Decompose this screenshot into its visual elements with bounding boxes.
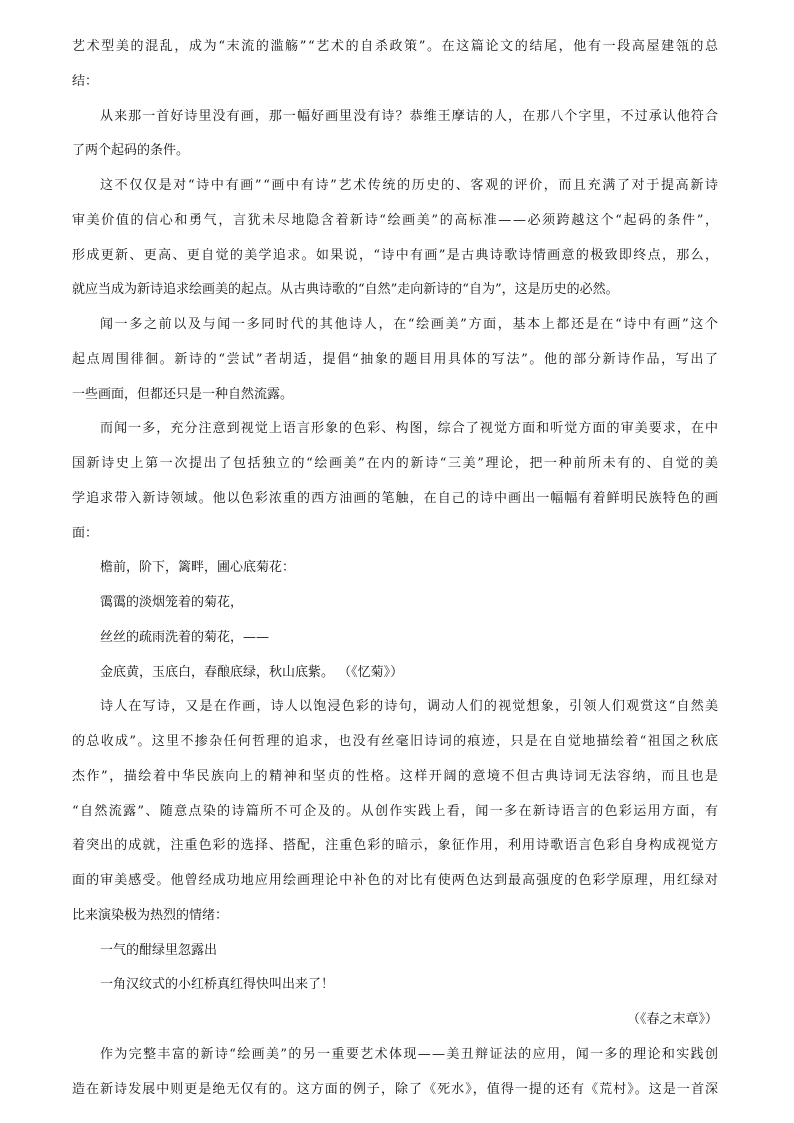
text-line bbox=[0, 975, 794, 995]
text-line-content: 这不仅仅是对“诗中有画”“画中有诗”艺术传统的历史的、客观的评价，而且充满了对于提高新诗 bbox=[100, 178, 720, 193]
text-line bbox=[0, 802, 794, 822]
text-line bbox=[0, 871, 794, 891]
text-line bbox=[0, 385, 794, 405]
text-line-content: 作为完整丰富的新诗“绘画美”的另一重要艺术体现——美丑辩证法的应用，闻一多的理论和实践创 bbox=[100, 1047, 720, 1062]
text-line bbox=[0, 280, 794, 300]
text-line bbox=[0, 350, 794, 370]
text-line bbox=[0, 176, 794, 196]
text-line-content: “自然流露”、随意点染的诗篇所不可企及的。从创作实践上看，闻一多在新诗语言的色彩运用方面，有 bbox=[72, 804, 720, 819]
text-line bbox=[0, 732, 794, 752]
text-line-content: 结： bbox=[72, 74, 99, 89]
text-line bbox=[0, 524, 794, 544]
text-line-content: 形成更新、更高、更自觉的美学追求。如果说，“诗中有画”是古典诗歌诗情画意的极致即终点，那么， bbox=[72, 248, 720, 263]
text-line-content: 闻一多之前以及与闻一多同时代的其他诗人，在“绘画美”方面，基本上都还是在“诗中有画”这个 bbox=[100, 317, 720, 332]
text-line-content: 而闻一多，充分注意到视觉上语言形象的色彩、构图，综合了视觉方面和听觉方面的审美要求，在中 bbox=[100, 421, 720, 436]
text-line-content: 就应当成为新诗追求绘画美的起点。从古典诗歌的“自然”走向新诗的“自为”，这是历史的必然。 bbox=[72, 282, 619, 297]
text-line-content: 杰作”，描绘着中华民族向上的精神和坚贞的性格。这样开阔的意境不但古典诗词无法容纳，而且也是 bbox=[72, 769, 720, 784]
text-line-content: 比来演染极为热烈的情绪： bbox=[72, 908, 229, 923]
text-line bbox=[0, 72, 794, 92]
text-line-content: 霭霭的淡烟笼着的菊花， bbox=[100, 595, 244, 610]
text-line-content: 了两个起码的条件。 bbox=[72, 143, 190, 158]
text-line-content: 面： bbox=[72, 526, 99, 541]
text-line-content: 面的审美感受。他曾经成功地应用绘画理论中补色的对比有使两色达到最高强度的色彩学原理，用红绿对 bbox=[72, 873, 720, 888]
text-line bbox=[0, 37, 794, 57]
text-line bbox=[0, 141, 794, 161]
text-line bbox=[0, 593, 794, 613]
text-line bbox=[0, 454, 794, 474]
text-line bbox=[0, 767, 794, 787]
text-line bbox=[0, 1045, 794, 1065]
text-line-content: 从来那一首好诗里没有画，那一幅好画里没有诗？恭维王摩诘的人，在那八个字里，不过承认他符合 bbox=[100, 109, 720, 124]
text-line bbox=[0, 211, 794, 231]
text-line-content: 的总收成”。这里不掺杂任何哲理的追求，也没有丝毫旧诗词的痕迹，只是在自觉地描绘着“祖国之秋底 bbox=[72, 734, 720, 749]
text-line-content: （《春之末章》） bbox=[626, 1012, 718, 1027]
text-line bbox=[0, 419, 794, 439]
text-line-content: 一些画面，但都还只是一种自然流露。 bbox=[72, 387, 294, 402]
text-line bbox=[0, 836, 794, 856]
text-line bbox=[0, 1010, 794, 1030]
text-line bbox=[0, 558, 794, 578]
text-line bbox=[0, 663, 794, 683]
text-line-content: 金底黄，玉底白，春酿底绿，秋山底紫。 （《忆菊》） bbox=[100, 665, 404, 680]
text-line-content: 审美价值的信心和勇气，言犹未尽地隐含着新诗“绘画美”的高标准——必须跨越这个“起码的条件”， bbox=[72, 213, 720, 228]
text-line bbox=[0, 315, 794, 335]
text-line bbox=[0, 107, 794, 127]
text-line-content: 造在新诗发展中则更是绝无仅有的。这方面的例子，除了《死水》，值得一提的还有《荒村》。这是一首深 bbox=[72, 1082, 720, 1097]
text-line-content: 起点周围徘徊。新诗的“尝试”者胡适，提倡“抽象的题目用具体的写法”。他的部分新诗作品，写出了 bbox=[72, 352, 720, 367]
text-line bbox=[0, 246, 794, 266]
text-line-content: 诗人在写诗，又是在作画，诗人以饱浸色彩的诗句，调动人们的视觉想象，引领人们观赏这“自然美 bbox=[100, 699, 720, 714]
text-line-content: 国新诗史上第一次提出了包括独立的“绘画美”在内的新诗“三美”理论，把一种前所未有的、自觉的美 bbox=[72, 456, 720, 471]
text-line-content: 一气的酣绿里忽露出 bbox=[100, 943, 218, 958]
text-line bbox=[0, 1080, 794, 1100]
text-line-content: 着突出的成就，注重色彩的选择、搭配，注重色彩的暗示，象征作用，利用诗歌语言色彩自身构成视觉方 bbox=[72, 838, 720, 853]
text-line bbox=[0, 628, 794, 648]
text-line bbox=[0, 906, 794, 926]
text-line-content: 一角汉纹式的小红桥真红得快叫出来了！ bbox=[100, 977, 335, 992]
text-line bbox=[0, 489, 794, 509]
text-line-content: 檐前，阶下，篱畔，圃心底菊花： bbox=[100, 560, 296, 575]
text-line bbox=[0, 697, 794, 717]
text-line-content: 丝丝的疏雨洗着的菊花，—— bbox=[100, 630, 270, 645]
text-line-content: 学追求带入新诗领域。他以色彩浓重的西方油画的笔触，在自己的诗中画出一幅幅有着鲜明民族特色的画 bbox=[72, 491, 720, 506]
text-line bbox=[0, 941, 794, 961]
text-line-content: 艺术型美的混乱，成为“末流的滥觞”“艺术的自杀政策”。在这篇论文的结尾，他有一段高屋建瓴的总 bbox=[72, 39, 720, 54]
